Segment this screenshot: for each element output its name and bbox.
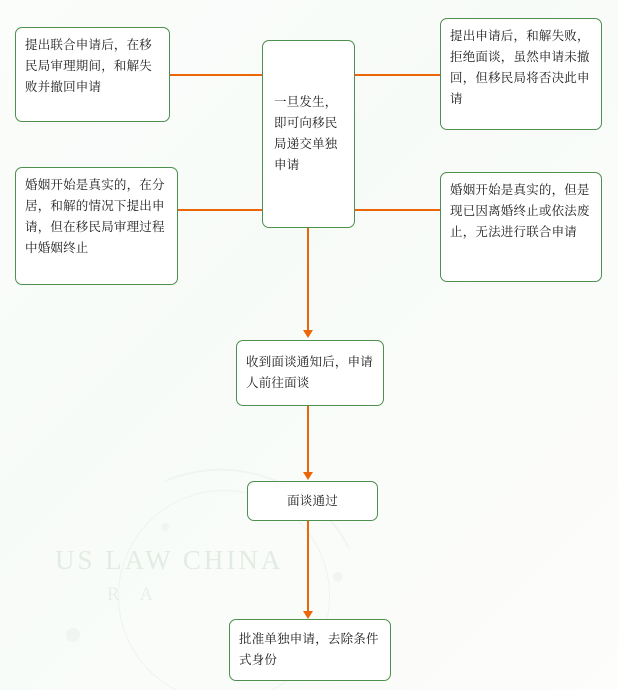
node-interview-pass[interactable] bbox=[247, 481, 378, 521]
connector-mid-left-to-center bbox=[178, 209, 262, 211]
connector-interview-notice-to-pass bbox=[307, 406, 309, 474]
node-approved-label: 批准单独申请，去除条件式身份 bbox=[239, 632, 379, 667]
watermark-dot bbox=[333, 572, 343, 582]
connector-pass-to-approved bbox=[307, 521, 309, 613]
node-top-left[interactable] bbox=[15, 27, 170, 122]
arrow-to-interview-notice bbox=[303, 330, 313, 338]
arrow-to-interview-pass bbox=[303, 472, 313, 480]
connector-center-to-interview-notice bbox=[307, 228, 309, 332]
watermark-text bbox=[55, 545, 315, 625]
connector-center-to-top-right bbox=[355, 74, 441, 76]
watermark-subtitle: R A bbox=[107, 584, 162, 605]
node-interview-notice[interactable] bbox=[236, 340, 384, 406]
node-interview-pass-label: 面谈通过 bbox=[287, 493, 338, 508]
node-top-left-label: 提出联合申请后，在移民局审理期间，和解失败并撤回申请 bbox=[25, 38, 153, 94]
node-mid-right[interactable] bbox=[440, 172, 602, 282]
node-center[interactable] bbox=[262, 40, 355, 228]
watermark-title: US LAW CHINA bbox=[55, 545, 284, 575]
connector-center-to-mid-right bbox=[355, 209, 441, 211]
node-mid-left[interactable] bbox=[15, 167, 178, 285]
node-center-label: 一旦发生，即可向移民局递交单独申请 bbox=[274, 95, 338, 172]
watermark-dot bbox=[161, 523, 169, 531]
arrow-to-approved bbox=[303, 611, 313, 619]
node-interview-notice-label: 收到面谈通知后，申请人前往面谈 bbox=[246, 355, 374, 390]
watermark-dot bbox=[66, 628, 80, 642]
node-top-right[interactable] bbox=[440, 18, 602, 130]
node-top-right-label: 提出申请后，和解失败，拒绝面谈，虽然申请未撤回，但移民局将否决此申请 bbox=[450, 29, 590, 106]
node-mid-right-label: 婚姻开始是真实的，但是现已因离婚终止或依法废止，无法进行联合申请 bbox=[450, 183, 590, 239]
node-approved[interactable] bbox=[229, 619, 391, 681]
connector-top-left-to-center bbox=[170, 74, 262, 76]
node-mid-left-label: 婚姻开始是真实的，在分居，和解的情况下提出申请，但在移民局审理过程中婚姻终止 bbox=[25, 178, 165, 255]
